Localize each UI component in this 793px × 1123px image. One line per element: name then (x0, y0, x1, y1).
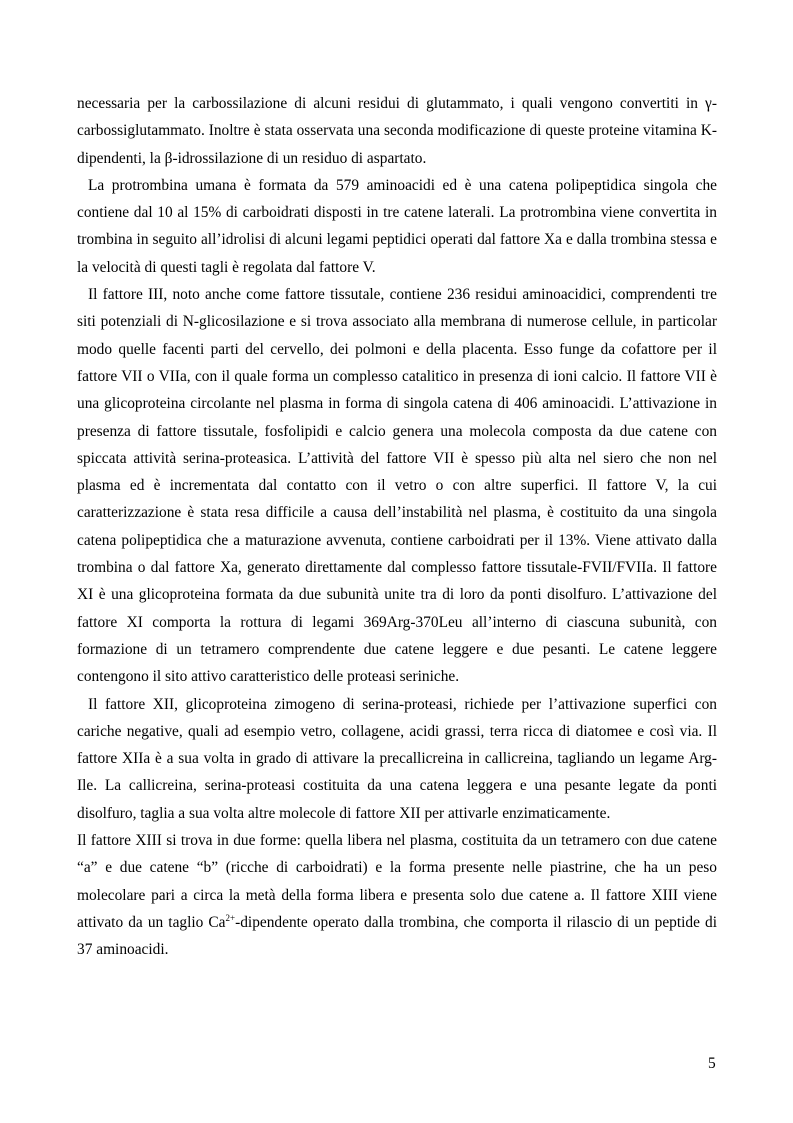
paragraph-prothrombin: La protrombina umana è formata da 579 aminoacidi ed è una catena polipeptidica singola che contiene dal 10 al 15% di carboidrati disposti in tre catene laterali. La protrombina viene convertita in trombina in seguito all’idrolisi di alcuni legami peptidici operati dal fattore Xa e dalla trombina stessa e la velocità di questi tagli è regolata dal fattore V. (77, 176, 717, 276)
paragraph-vitamin-k: necessaria per la carbossilazione di alcuni residui di glutammato, i quali vengono convertiti in γ-carbossiglutammato. Inoltre è stata osservata una seconda modificazione di queste proteine vitamina K-dipendenti, la β-idrossilazione di un residuo di aspartato. (77, 95, 717, 167)
document-body (77, 90, 717, 964)
paragraph-factor-xiii (77, 827, 717, 963)
factor-xiii-text-end: -dipendente operato dalla trombina, che comporta il rilascio di un peptide di 37 aminoacidi. (77, 913, 717, 959)
factor-xiii-text-start: Il fattore XIII si trova in due forme: quella libera nel plasma, costituita da un tetramero con due catene “a” e due catene “b” (ricche di carboidrati) e la forma presente nelle piastrine, che ha un peso molecolare pari a circa la metà della forma libera e presenta solo due catene a. Il fattore XIII viene attivato da un taglio Ca (77, 832, 717, 931)
calcium-charge-superscript: 2+ (225, 912, 236, 923)
page-number: 5 (708, 1055, 716, 1072)
paragraph-factor-iii: Il fattore III, noto anche come fattore tissutale, contiene 236 residui aminoacidici, comprendenti tre siti potenziali di N-glicosilazione e si trova associato alla membrana di numerose cellule, in particolar modo quelle facenti parti del cervello, dei polmoni e della placenta. Esso funge da cofattore per il fattore VII o VIIa, con il quale forma un complesso catalitico in presenza di ioni calcio. Il fattore VII è una glicoproteina circolante nel plasma in forma di singola catena di 406 aminoacidi. L’attivazione in presenza di fattore tissutale, fosfolipidi e calcio genera una molecola composta da due catene con spiccata attività serina-proteasica. L’attività del fattore VII è spesso più alta nel siero che non nel plasma ed è incrementata dal contatto con il vetro o con altre superfici. Il fattore V, la cui caratterizzazione è stata resa difficile a causa dell’instabilità nel plasma, è costituito da una singola catena polipeptidica che a maturazione avvenuta, contiene carboidrati per il 13%. Viene attivato dalla trombina o dal fattore Xa, generato direttamente dal complesso fattore tissutale-FVII/FVIIa. Il fattore XI è una glicoproteina formata da due subunità unite tra di loro da ponti disolfuro. L’attivazione del fattore XI comporta la rottura di legami 369Arg-370Leu all’interno di ciascuna subunità, con formazione di un tetramero comprendente due catene leggere e due pesanti. Le catene leggere contengono il sito attivo caratteristico delle proteasi seriniche. (77, 286, 717, 686)
paragraph-factor-xii: Il fattore XII, glicoproteina zimogeno di serina-proteasi, richiede per l’attivazione superfici con cariche negative, quali ad esempio vetro, collagene, acidi grassi, terra ricca di diatomee e così via. Il fattore XIIa è a sua volta in grado di attivare la precallicreina in callicreina, tagliando un legame Arg-Ile. La callicreina, serina-proteasi costituita da una catena leggera e una pesante legate da ponti disolfuro, taglia a sua volta altre molecole di fattore XII per attivarle enzimaticamente. (77, 695, 717, 822)
